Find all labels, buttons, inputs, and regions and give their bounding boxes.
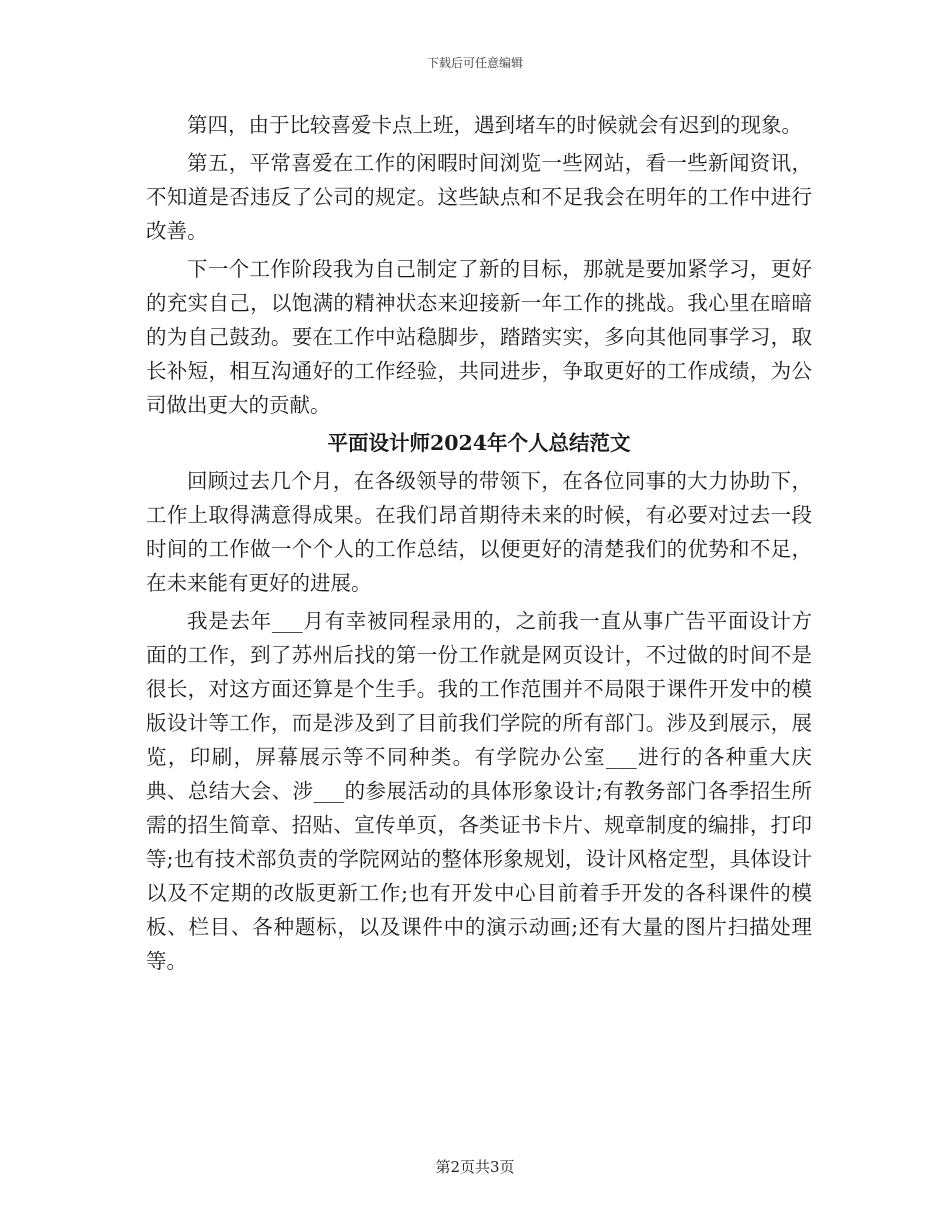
paragraph-fifth-point: 第五，平常喜爱在工作的闲暇时间浏览一些网站，看一些新闻资讯，不知道是否违反了公司的规定。这些缺点和不足我会在明年的工作中进行改善。 — [146, 151, 812, 243]
paragraph-next-goals: 下一个工作阶段我为自己制定了新的目标，那就是要加紧学习，更好的充实自己，以饱满的精神状态来迎接新一年工作的挑战。我心里在暗暗的为自己鼓劲。要在工作中站稳脚步，踏踏实实，多向其他同事学习，取长补短，相互沟通好的工作经验，共同进步，争取更好的工作成绩，为公司做出更大的贡献。 — [146, 257, 812, 417]
paragraph-review: 回顾过去几个月，在各级领导的带领下，在各位同事的大力协助下，工作上取得满意得成果。在我们昂首期待未来的时候，有必要对过去一段时间的工作做一个个人的工作总结，以便更好的清楚我们的优势和不足，在未来能有更好的进展。 — [146, 469, 812, 595]
paragraph-fourth-point: 第四，由于比较喜爱卡点上班，遇到堵车的时候就会有迟到的现象。 — [187, 113, 802, 137]
page-header-note: 下载后可任意编辑 — [426, 56, 523, 70]
document-body — [146, 108, 812, 982]
page-indicator: 第2页共3页 — [435, 1158, 515, 1176]
section-title: 平面设计师2024年个人总结范文 — [327, 431, 631, 455]
paragraph-work-scope: 我是去年___月有幸被同程录用的，之前我一直从事广告平面设计方面的工作，到了苏州后找的第一份工作就是网页设计，不过做的时间不是很长，对这方面还算是个生手。我的工作范围并不局限于课件开发中的模版设计等工作，而是涉及到了目前我们学院的所有部门。涉及到展示，展览，印刷，屏幕展示等不同种类。有学院办公室___进行的各种重大庆典、总结大会、涉___的参展活动的具体形象设计;有教务部门各季招生所需的招生简章、招贴、宣传单页，各类证书卡片、规章制度的编排，打印等;也有技术部负责的学院网站的整体形象规划，设计风格定型，具体设计以及不定期的改版更新工作;也有开发中心目前着手开发的各科课件的模板、栏目、各种题标，以及课件中的演示动画;还有大量的图片扫描处理等。 — [146, 609, 812, 973]
